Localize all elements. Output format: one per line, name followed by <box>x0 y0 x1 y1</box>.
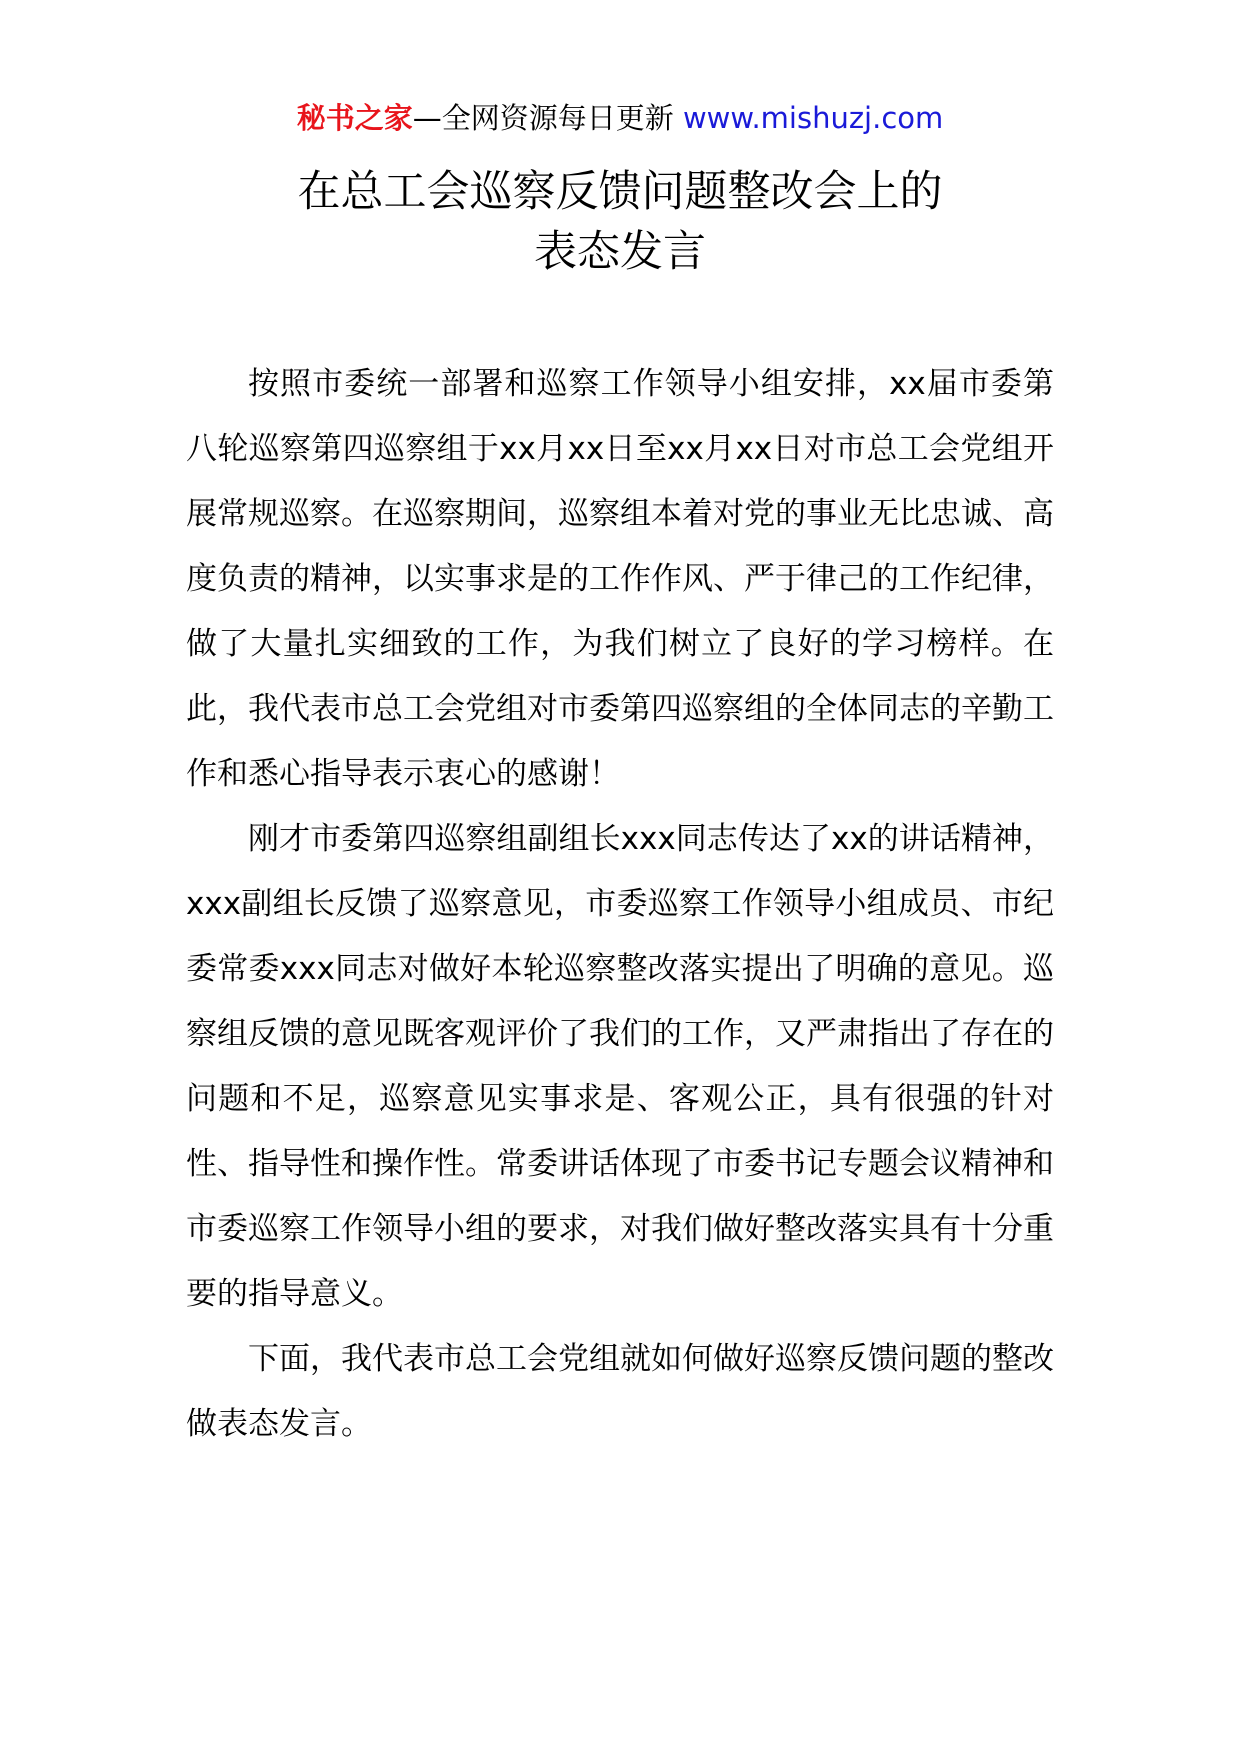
paragraph-1: 按照市委统一部署和巡察工作领导小组安排，xx届市委第八轮巡察第四巡察组于xx月xx日至xx月xx日对市总工会党组开展常规巡察。在巡察期间，巡察组本着对党的事业无比忠诚、高度负责的精神，以实事求是的工作作风、严于律己的工作纪律，做了大量扎实细致的工作，为我们树立了良好的学习榜样。在此，我代表市总工会党组对市委第四巡察组的全体同志的辛勤工作和悉心指导表示衷心的感谢！ <box>186 366 1054 792</box>
site-url-link[interactable]: www.mishuzj.com <box>682 101 944 135</box>
brand-name: 秘书之家 <box>296 101 413 135</box>
paragraph-3: 下面，我代表市总工会党组就如何做好巡察反馈问题的整改做表态发言。 <box>186 1341 1054 1442</box>
document-body <box>186 352 1054 1457</box>
site-header <box>0 98 1240 138</box>
header-tagline: —全网资源每日更新 <box>412 101 683 135</box>
title-line-2: 表态发言 <box>534 227 706 277</box>
title-line-1: 在总工会巡察反馈问题整改会上的 <box>297 167 943 217</box>
document-title <box>0 162 1240 282</box>
paragraph-2: 刚才市委第四巡察组副组长xxx同志传达了xx的讲话精神，xxx副组长反馈了巡察意见，市委巡察工作领导小组成员、市纪委常委xxx同志对做好本轮巡察整改落实提出了明确的意见。巡察组反馈的意见既客观评价了我们的工作，又严肃指出了存在的问题和不足，巡察意见实事求是、客观公正，具有很强的针对性、指导性和操作性。常委讲话体现了市委书记专题会议精神和市委巡察工作领导小组的要求，对我们做好整改落实具有十分重要的指导意义。 <box>186 821 1054 1312</box>
